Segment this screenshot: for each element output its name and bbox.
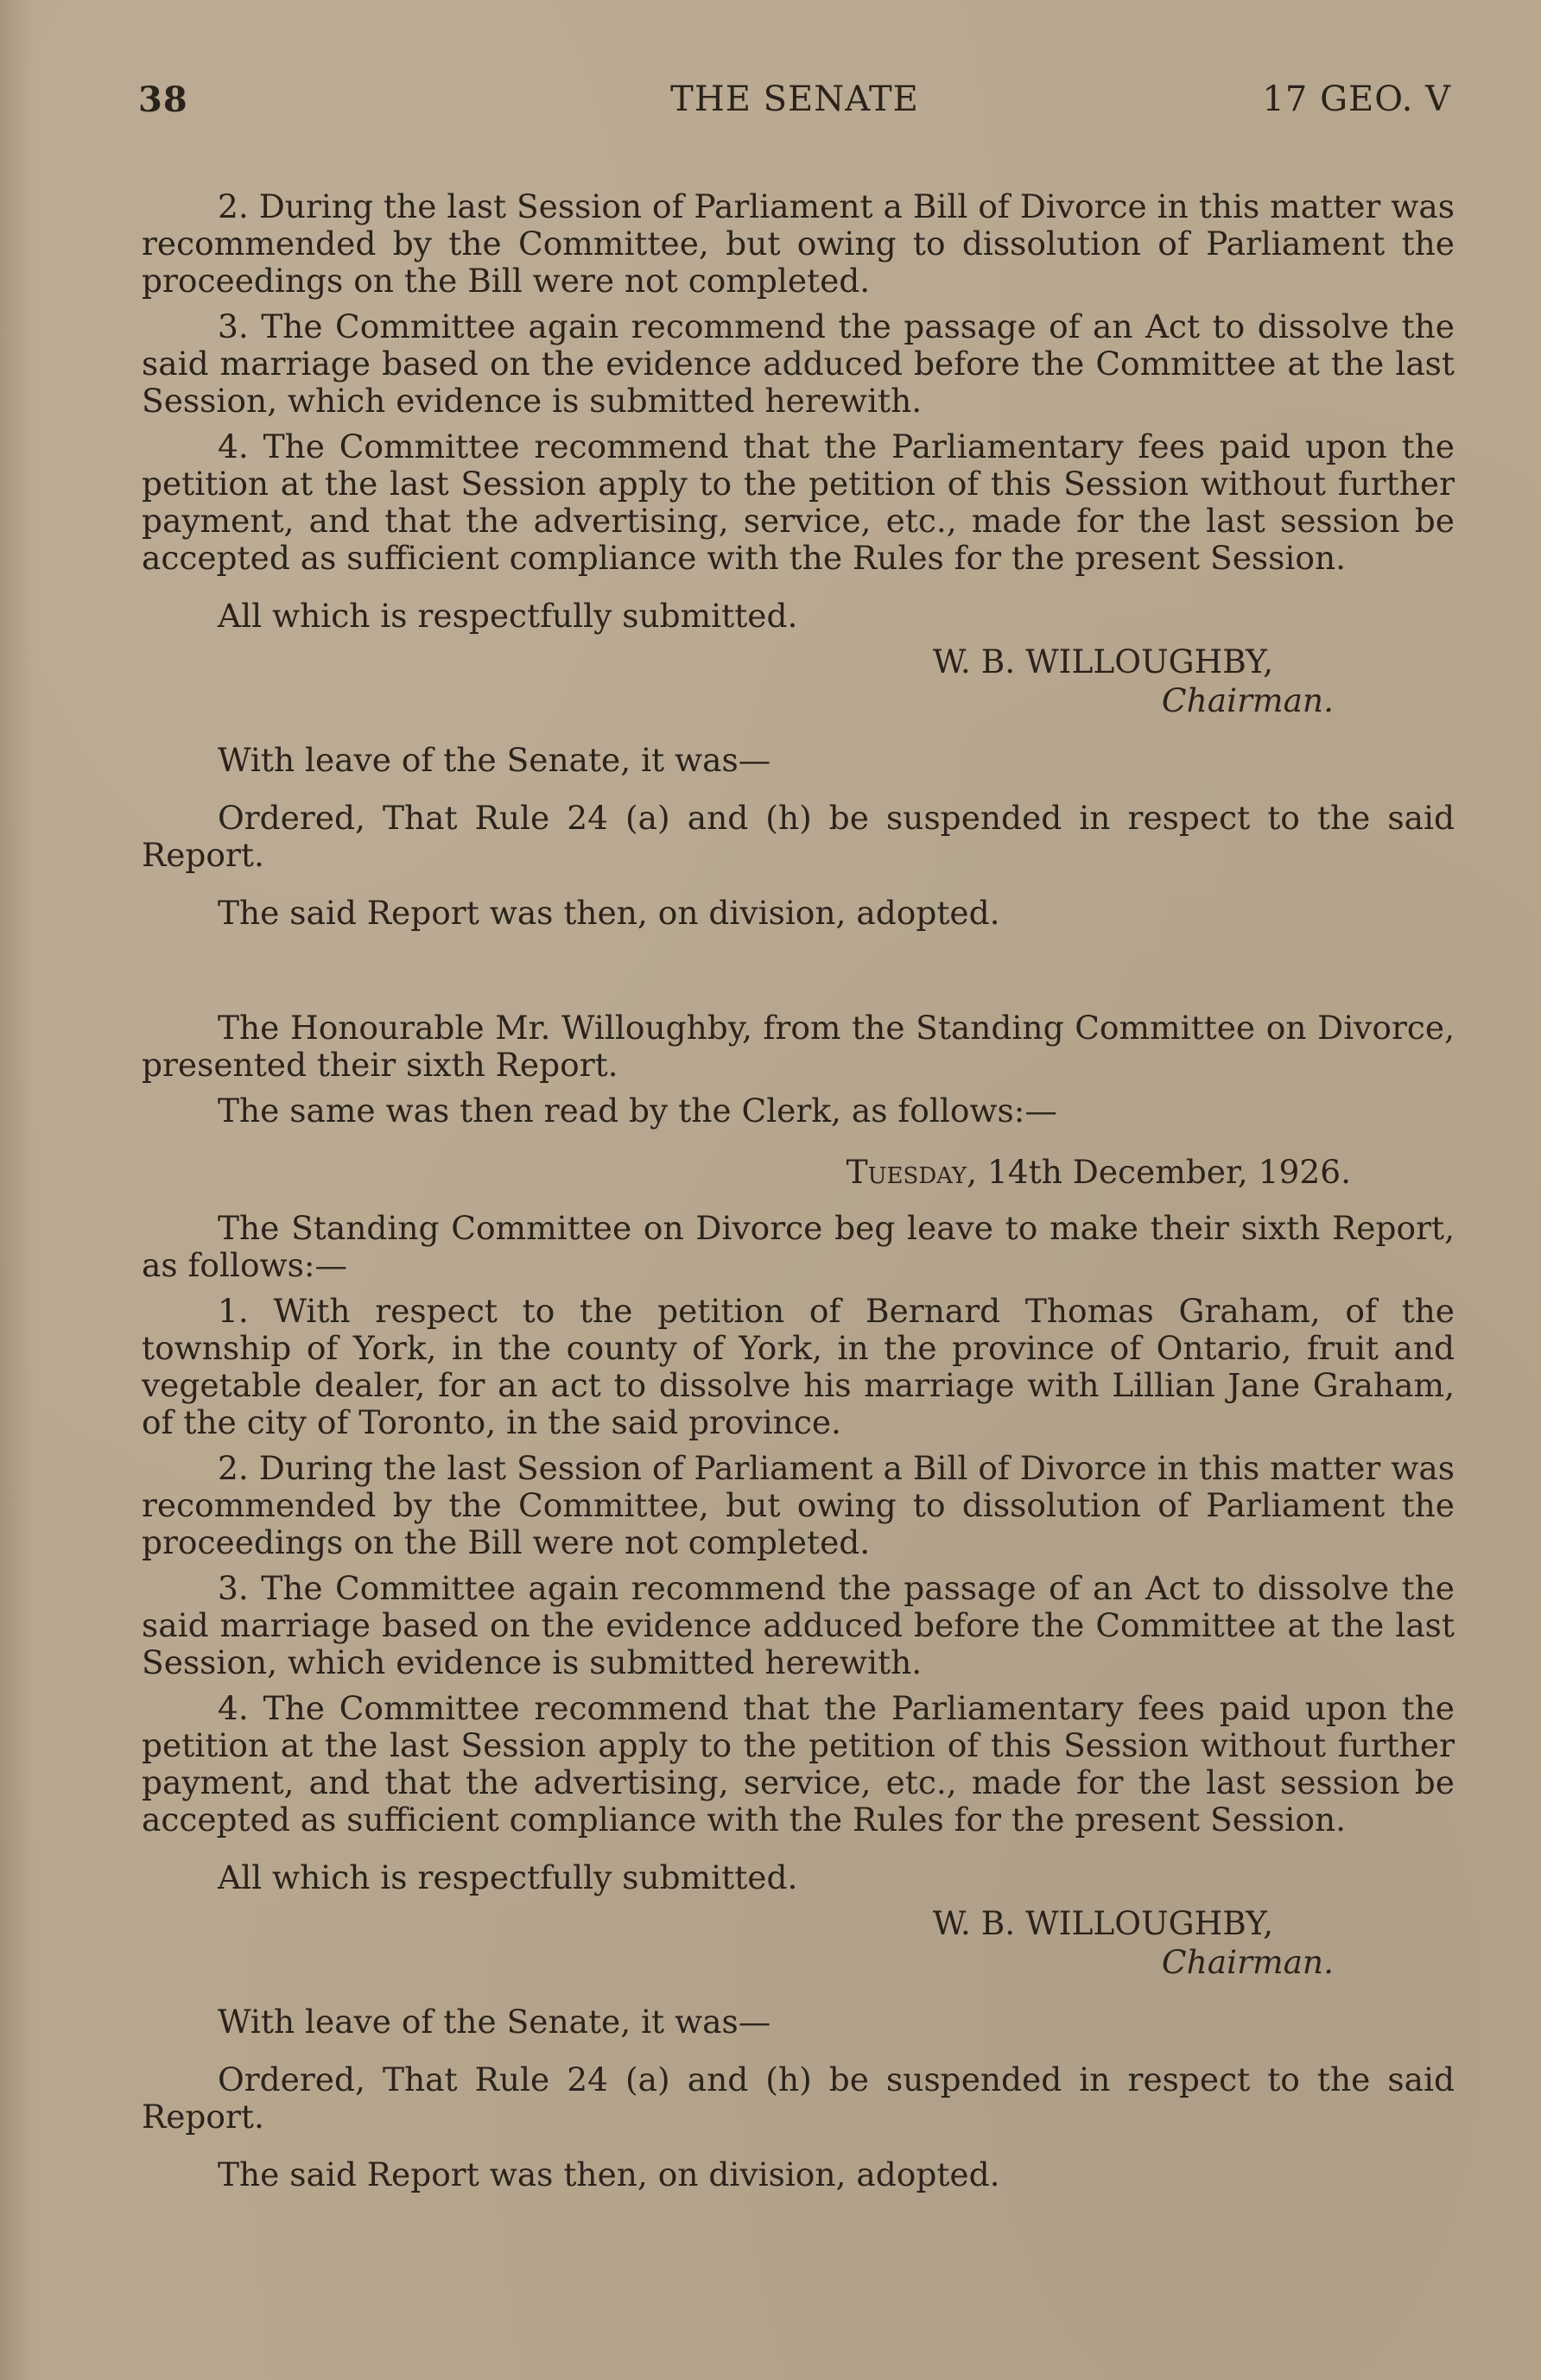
dateline-day: Tuesday, xyxy=(846,1153,977,1191)
second-report-lead: The Standing Committee on Divorce beg leave to make their sixth Report, as follows:— xyxy=(142,1209,1455,1284)
second-report-paragraph-1: 1. With respect to the petition of Bernard Thomas Graham, of the township of York, in the county of York, in the province of Ontario, fruit and vegetable dealer, for an act to dissolve his marriage with Lillian Jane Graham, of the city of Toronto, in the said province. xyxy=(142,1292,1455,1441)
regnal-year: 17 GEO. V xyxy=(1262,79,1451,119)
second-report-signatory-name: W. B. WILLOUGHBY, xyxy=(932,1904,1273,1942)
page-number: 38 xyxy=(138,79,188,120)
second-report-dateline xyxy=(142,1154,1455,1191)
second-report-paragraph-2: 2. During the last Session of Parliament a Bill of Divorce in this matter was recommended by the Committee, but owing to dissolution of Parliament the proceedings on the Bill were not completed. xyxy=(142,1449,1455,1561)
dateline-date: 14th December, 1926. xyxy=(977,1153,1351,1191)
first-report-signatory-title: Chairman. xyxy=(1161,681,1334,719)
second-report-read: The same was then read by the Clerk, as follows:— xyxy=(218,1092,1057,1130)
first-report-ordered: Ordered, That Rule 24 (a) and (h) be suspended in respect to the said Report. xyxy=(142,799,1455,874)
second-report-signatory-title: Chairman. xyxy=(1161,1943,1334,1981)
second-report-paragraph-3: 3. The Committee again recommend the passage of an Act to dissolve the said marriage based on the evidence adduced before the Committee at the last Session, which evidence is submitted herewith. xyxy=(142,1569,1455,1681)
first-report-adopted: The said Report was then, on division, adopted. xyxy=(218,894,1000,932)
first-report-paragraph-2: 2. During the last Session of Parliament a Bill of Divorce in this matter was recommended by the Committee, but owing to dissolution of Parliament the proceedings on the Bill were not completed. xyxy=(142,187,1455,300)
first-report-leave: With leave of the Senate, it was— xyxy=(218,741,771,779)
section-break xyxy=(142,940,1455,1010)
second-report-intro: The Honourable Mr. Willoughby, from the Standing Committee on Divorce, presented their sixth Report. xyxy=(142,1009,1455,1084)
second-report-closing: All which is respectfully submitted. xyxy=(218,1858,798,1896)
page-header xyxy=(138,79,1451,131)
first-report-paragraph-3: 3. The Committee again recommend the passage of an Act to dissolve the said marriage based on the evidence adduced before the Committee at the last Session, which evidence is submitted herewith. xyxy=(142,307,1455,420)
second-report-leave: With leave of the Senate, it was— xyxy=(218,2003,771,2041)
second-report-paragraph-4: 4. The Committee recommend that the Parliamentary fees paid upon the petition at the last Session apply to the petition of this Session without further payment, and that the advertising, service, etc., made for the last session be accepted as sufficient compliance with the Rules for the present Session. xyxy=(142,1689,1455,1839)
page-body xyxy=(142,188,1455,2202)
first-report-paragraph-4: 4. The Committee recommend that the Parliamentary fees paid upon the petition at the last Session apply to the petition of this Session without further payment, and that the advertising, service, etc., made for the last session be accepted as sufficient compliance with the Rules for the present Session. xyxy=(142,427,1455,577)
first-report-signatory-name: W. B. WILLOUGHBY, xyxy=(932,642,1273,680)
running-title: THE SENATE xyxy=(670,79,919,119)
second-report-adopted: The said Report was then, on division, adopted. xyxy=(218,2155,1000,2193)
second-report-ordered: Ordered, That Rule 24 (a) and (h) be suspended in respect to the said Report. xyxy=(142,2060,1455,2136)
first-report-closing: All which is respectfully submitted. xyxy=(218,597,798,635)
